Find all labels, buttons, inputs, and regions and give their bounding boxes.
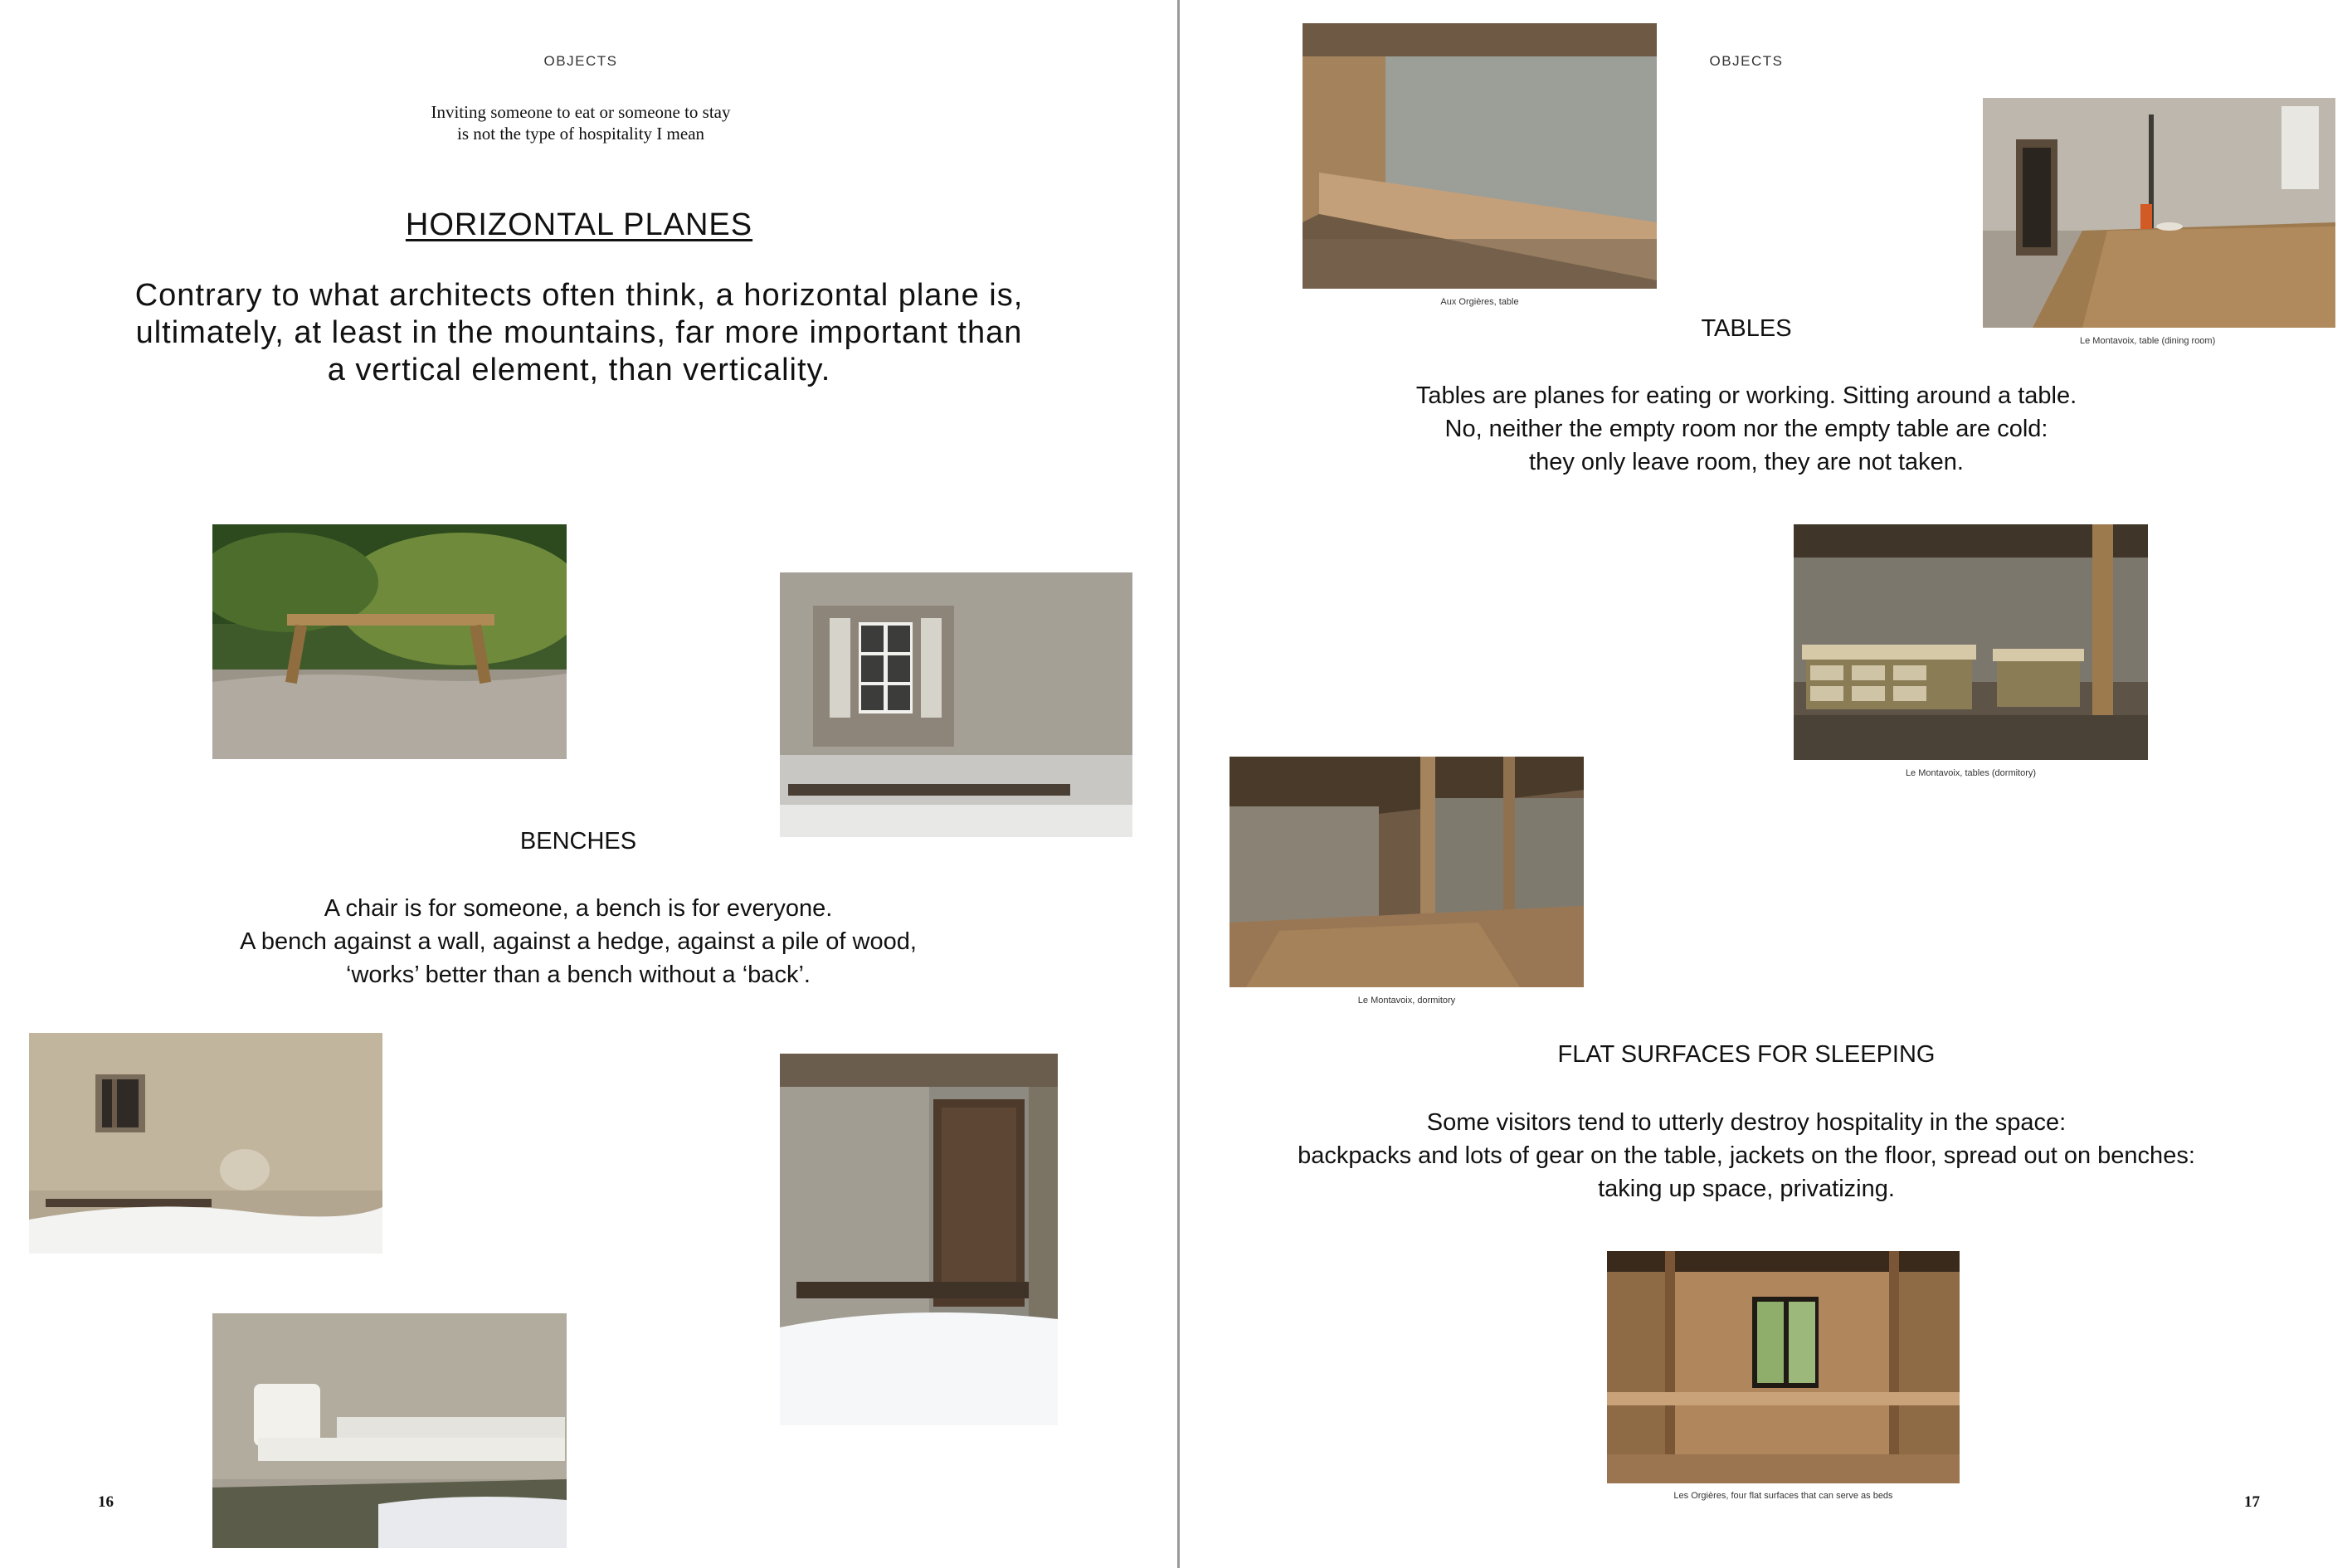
section-title: HORIZONTAL PLANES	[405, 207, 753, 242]
lead-line: Contrary to what architects often think, a horizontal plane is,	[134, 278, 1024, 313]
epigraph-line: is not the type of hospitality I mean	[456, 124, 705, 144]
photo-montavoix-dormitory	[1230, 757, 1584, 987]
photo-montavoix-dining	[1983, 98, 2335, 328]
running-head-left: OBJECTS	[543, 53, 618, 69]
benches-line: A chair is for someone, a bench is for everyone.	[324, 895, 833, 922]
benches-paragraph	[0, 892, 1157, 991]
right-page	[1182, 0, 2352, 1568]
tables-heading: TABLES	[1701, 315, 1792, 342]
caption-orgieres-table: Aux Orgières, table	[1440, 297, 1519, 307]
page-number-left: 16	[98, 1493, 114, 1511]
tables-line: they only leave room, they are not taken.	[1529, 449, 1964, 475]
running-head-right: OBJECTS	[1709, 53, 1784, 69]
page-number-right: 17	[2244, 1493, 2260, 1511]
tables-line: No, neither the empty room nor the empty table are cold:	[1444, 416, 2048, 442]
photo-stone-house-snow	[29, 1033, 382, 1254]
spine-divider	[1177, 0, 1180, 1568]
lead-line: a vertical element, than verticality.	[327, 353, 831, 387]
caption-montavoix-dining: Le Montavoix, table (dining room)	[2080, 336, 2216, 346]
benches-heading: BENCHES	[519, 828, 637, 855]
photo-bench-in-grass	[212, 524, 567, 759]
lead-line: ultimately, at least in the mountains, far more important than	[135, 315, 1023, 350]
caption-montavoix-tables-dormitory: Le Montavoix, tables (dormitory)	[1905, 768, 2037, 778]
caption-orgieres-beds: Les Orgières, four flat surfaces that can serve as beds	[1673, 1491, 1893, 1501]
epigraph-line: Inviting someone to eat or someone to stay	[431, 102, 731, 122]
tables-line: Tables are planes for eating or working. Sitting around a table.	[1415, 382, 2077, 409]
sleeping-line: taking up space, privatizing.	[1598, 1176, 1895, 1202]
photo-door-bench-snow	[780, 1054, 1058, 1425]
lead-paragraph	[0, 277, 1158, 389]
photo-white-bench-tank	[212, 1313, 567, 1548]
photo-montavoix-tables-dormitory	[1794, 524, 2148, 760]
sleeping-line: backpacks and lots of gear on the table, jackets on the floor, spread out on benches:	[1298, 1142, 2195, 1169]
epigraph	[0, 101, 1161, 144]
photo-window-wall-bench	[780, 572, 1132, 837]
caption-montavoix-dormitory: Le Montavoix, dormitory	[1357, 996, 1456, 1006]
sleeping-line: Some visitors tend to utterly destroy hospitality in the space:	[1426, 1109, 2067, 1136]
sleeping-heading: FLAT SURFACES FOR SLEEPING	[1557, 1041, 1936, 1068]
benches-line: A bench against a wall, against a hedge, against a pile of wood,	[240, 928, 917, 955]
tables-paragraph	[1182, 379, 2311, 479]
photo-orgieres-beds	[1607, 1251, 1960, 1483]
benches-line: ‘works’ better than a bench without a ‘back’.	[346, 962, 811, 988]
sleeping-paragraph	[1182, 1106, 2311, 1205]
